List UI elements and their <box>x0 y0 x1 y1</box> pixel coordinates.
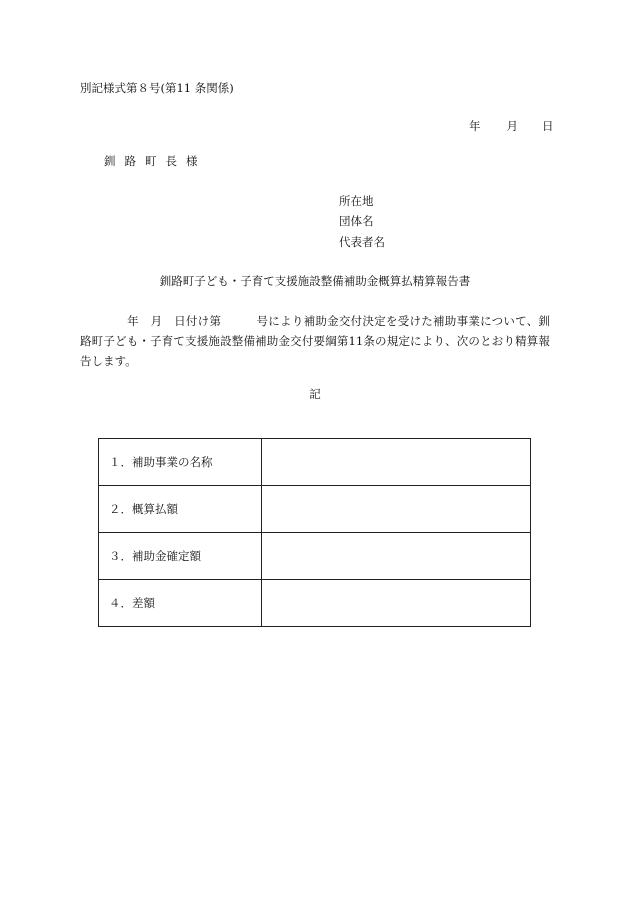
date-month: 月 <box>506 119 518 133</box>
items-table <box>98 438 531 627</box>
item-label: ４．差額 <box>99 580 262 627</box>
date-year: 年 <box>469 119 481 133</box>
item-label: ３．補助金確定額 <box>99 533 262 580</box>
item-value <box>262 486 531 533</box>
item-label: １．補助事業の名称 <box>99 439 262 486</box>
table-row <box>99 486 531 533</box>
item-value <box>262 439 531 486</box>
document-title: 釧路町子ども・子育て支援施設整備補助金概算払精算報告書 <box>159 274 471 288</box>
addressee: 釧路町長様 <box>104 154 207 168</box>
sender-address-label: 所在地 <box>339 194 374 208</box>
form-number: 別記様式第８号(第11 条関係) <box>80 81 234 95</box>
table-row <box>99 533 531 580</box>
table-row <box>99 439 531 486</box>
sender-group-label: 団体名 <box>339 214 374 228</box>
ki-heading: 記 <box>309 387 321 401</box>
body-text: 年 月 日付け第 号により補助金交付決定を受けた補助事業について、釧路町子ども・子育て支援施設整備補助金交付要綱第11条の規定により、次のとおり精算報告します。 <box>80 314 550 368</box>
item-value <box>262 580 531 627</box>
item-value <box>262 533 531 580</box>
date-line <box>469 118 554 134</box>
table-row <box>99 580 531 627</box>
date-day: 日 <box>542 119 554 133</box>
sender-representative-label: 代表者名 <box>339 235 385 249</box>
item-label: ２．概算払額 <box>99 486 262 533</box>
